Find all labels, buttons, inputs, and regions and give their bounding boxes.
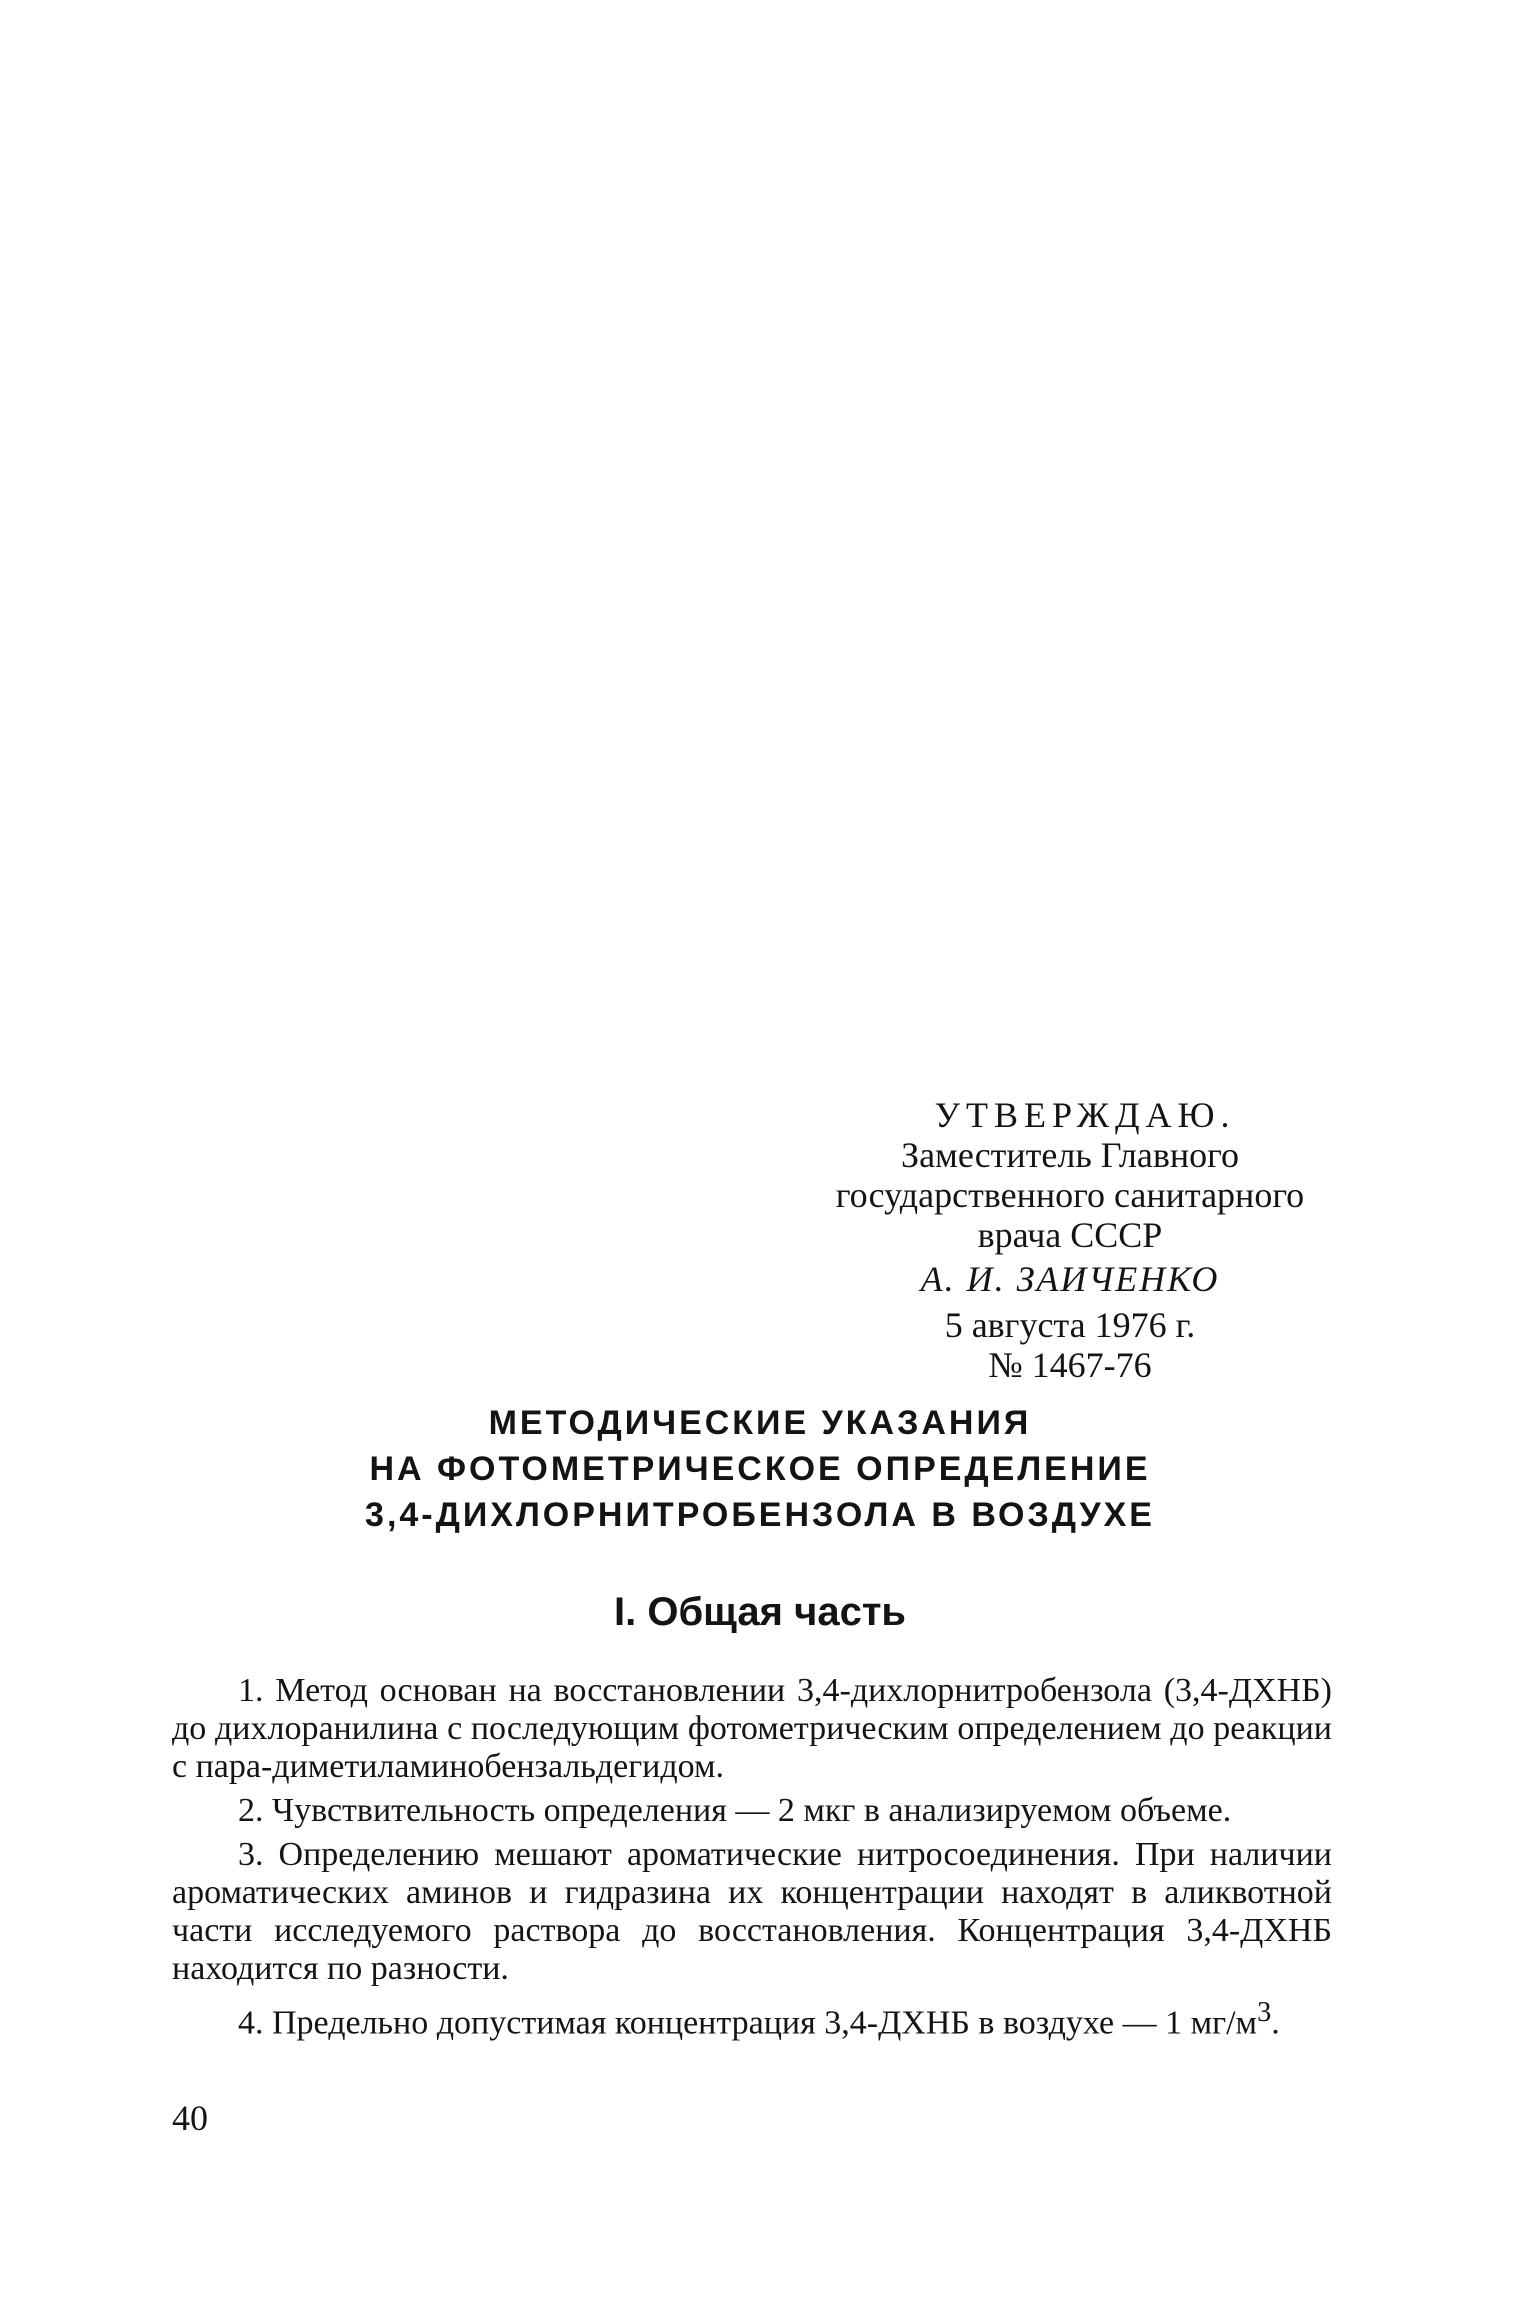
- section-heading: I. Общая часть: [614, 1590, 906, 1634]
- paragraph-3: 3. Определению мешают ароматические нитросоединения. При наличии ароматических аминов и гидразина их концентрации находят в аликвотной части исследуемого раствора до восстановления. Концентрация 3,4-ДХНБ находится по разности.: [172, 1836, 1332, 1987]
- approval-position-line-1: Заместитель Главного: [901, 1135, 1239, 1175]
- approver-name: А. И. ЗАИЧЕНКО: [920, 1259, 1220, 1299]
- document-title: [300, 1400, 1220, 1538]
- approval-block: [790, 1095, 1350, 1385]
- approval-date: 5 августа 1976 г.: [944, 1305, 1196, 1345]
- paragraph-4-superscript: 3: [1257, 1997, 1272, 2028]
- paragraph-2: 2. Чувствительность определения — 2 мкг в анализируемом объеме.: [238, 1792, 1232, 1829]
- approval-number: № 1467-76: [988, 1345, 1152, 1385]
- title-line-1: МЕТОДИЧЕСКИЕ УКАЗАНИЯ: [488, 1404, 1032, 1442]
- paragraph-1: 1. Метод основан на восстановлении 3,4-дихлорнитробензола (3,4-ДХНБ) до дихлоранилина с последующим фотометрическим определением до реакции с пара-диметиламинобензальдегидом.: [172, 1672, 1332, 1785]
- title-line-2: НА ФОТОМЕТРИЧЕСКОЕ ОПРЕДЕЛЕНИЕ: [369, 1450, 1151, 1488]
- paragraph-4-text: 4. Предельно допустимая концентрация 3,4-ДХНБ в воздухе — 1 мг/м: [238, 2004, 1258, 2042]
- approval-position-line-3: врача СССР: [977, 1215, 1163, 1255]
- title-line-3: 3,4-ДИХЛОРНИТРОБЕНЗОЛА В ВОЗДУХЕ: [365, 1496, 1155, 1534]
- page-number: 40: [172, 2098, 208, 2138]
- paragraph-4: [172, 1994, 1332, 2042]
- approval-position-line-2: государственного санитарного: [835, 1175, 1305, 1215]
- approval-heading: УТВЕРЖДАЮ.: [934, 1095, 1236, 1135]
- section-body: [172, 1672, 1332, 2048]
- paragraph-4-end: .: [1271, 2004, 1280, 2042]
